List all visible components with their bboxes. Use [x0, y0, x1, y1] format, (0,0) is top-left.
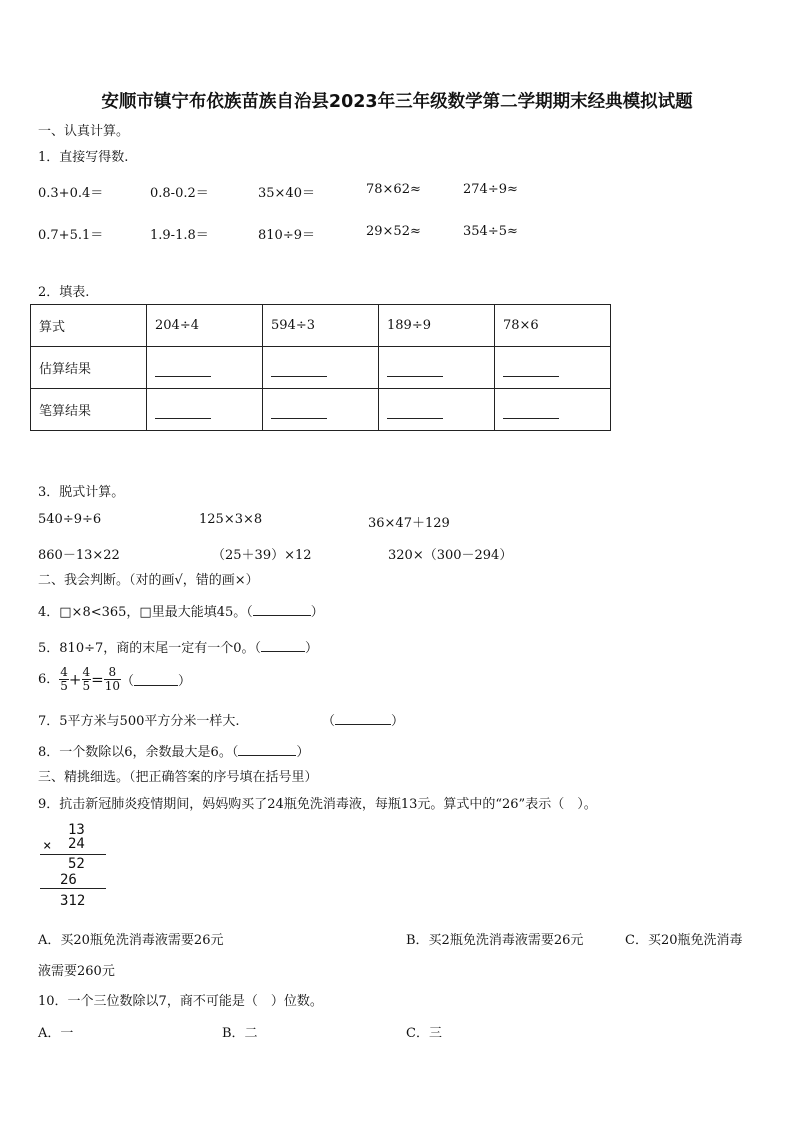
answer-blank[interactable] — [271, 364, 327, 377]
q9-option-c[interactable]: C．买20瓶免洗消毒 — [625, 933, 743, 948]
q3-item: 125×3×8 — [199, 512, 263, 527]
table-header-cell: 189÷9 — [379, 305, 495, 347]
fraction-denominator: 5 — [82, 679, 91, 693]
q4-close: ） — [310, 605, 324, 620]
answer-cell[interactable] — [147, 347, 263, 389]
vertical-partial-2: 26 — [60, 872, 77, 888]
q1-item: 354÷5≈ — [463, 224, 518, 239]
q9-option-a[interactable]: A．买20瓶免洗消毒液需要26元 — [38, 933, 224, 948]
q5-answer-blank[interactable] — [261, 640, 305, 652]
q9-stem: 9．抗击新冠肺炎疫情期间，妈妈购买了24瓶免洗消毒液，每瓶13元。算式中的“26”表示（ ）。 — [38, 797, 597, 812]
fraction-denominator: 10 — [104, 679, 120, 693]
q6-close: ） — [178, 674, 192, 689]
fraction-numerator: 4 — [82, 665, 91, 679]
answer-blank[interactable] — [155, 406, 211, 419]
q1-item: 78×62≈ — [366, 182, 421, 197]
q3-item: 320×（300－294） — [388, 548, 513, 563]
q10-option-c[interactable]: C．三 — [406, 1026, 442, 1041]
vertical-line — [40, 854, 106, 855]
answer-blank[interactable] — [503, 364, 559, 377]
q6-text — [38, 666, 191, 693]
q1-label: 1．直接写得数. — [38, 150, 129, 165]
q7-answer-blank[interactable] — [335, 713, 391, 725]
fraction — [82, 666, 92, 693]
q7-stem: 7．5平方米与500平方分米一样大. — [38, 714, 240, 729]
fraction-numerator: 8 — [104, 666, 121, 680]
q3-item: （25＋39）×12 — [212, 548, 312, 563]
answer-cell[interactable] — [379, 347, 495, 389]
vertical-line — [40, 888, 106, 889]
q3-item: 540÷9÷6 — [38, 512, 102, 527]
q10-option-b[interactable]: B．二 — [222, 1026, 258, 1041]
vertical-result: 312 — [60, 893, 86, 909]
page-title: 安顺市镇宁布依族苗族自治县2023年三年级数学第二学期期末经典模拟试题 — [101, 92, 693, 112]
q8-stem: 8．一个数除以6，余数最大是6。（ — [38, 745, 239, 760]
q1-item: 35×40＝ — [258, 186, 315, 201]
row-label: 笔算结果 — [31, 389, 147, 431]
fraction-denominator: 5 — [60, 679, 68, 693]
q7-close: ） — [391, 714, 405, 729]
answer-cell[interactable] — [263, 389, 379, 431]
q7-answer — [322, 710, 404, 729]
table-row — [31, 389, 611, 431]
fraction — [59, 666, 69, 693]
q10-stem: 10．一个三位数除以7，商不可能是（ ）位数。 — [38, 994, 323, 1009]
fill-table — [30, 304, 611, 431]
q4-text — [38, 601, 324, 620]
answer-blank[interactable] — [387, 406, 443, 419]
q4-answer-blank[interactable] — [253, 604, 311, 616]
q1-item: 1.9-1.8＝ — [150, 228, 209, 243]
q6-open: （ — [121, 674, 135, 689]
q1-item: 0.8-0.2＝ — [150, 186, 209, 201]
plus-sign: + — [68, 670, 82, 689]
q1-item: 810÷9＝ — [258, 228, 315, 243]
q6-label: 6． — [38, 672, 60, 687]
table-header-row — [31, 305, 611, 347]
vertical-partial-1: 52 — [68, 856, 85, 872]
times-sign: × — [43, 838, 52, 854]
answer-blank[interactable] — [155, 364, 211, 377]
q7-open: （ — [322, 714, 336, 729]
answer-cell[interactable] — [147, 389, 263, 431]
q1-item: 0.3+0.4＝ — [38, 186, 104, 201]
section-1-heading: 一、认真计算。 — [38, 124, 130, 139]
fraction-numerator: 4 — [60, 665, 68, 679]
row-label: 估算结果 — [31, 347, 147, 389]
table-header-cell: 594÷3 — [263, 305, 379, 347]
table-header-cell: 算式 — [31, 305, 147, 347]
q10-option-a[interactable]: A．一 — [38, 1026, 74, 1041]
answer-cell[interactable] — [495, 389, 611, 431]
answer-blank[interactable] — [503, 406, 559, 419]
q4-stem: 4．□×8<365，□里最大能填45。（ — [38, 605, 253, 620]
answer-cell[interactable] — [379, 389, 495, 431]
q5-text — [38, 637, 318, 656]
fraction — [104, 666, 121, 693]
q9-option-c-continued[interactable]: 液需要260元 — [38, 964, 115, 979]
q3-item: 36×47＋129 — [368, 516, 450, 531]
table-header-cell: 78×6 — [495, 305, 611, 347]
answer-cell[interactable] — [495, 347, 611, 389]
q1-item: 0.7+5.1＝ — [38, 228, 104, 243]
equals-sign: = — [91, 670, 104, 689]
q8-answer-blank[interactable] — [238, 744, 296, 756]
q3-item: 860－13×22 — [38, 548, 120, 563]
answer-blank[interactable] — [271, 406, 327, 419]
answer-blank[interactable] — [387, 364, 443, 377]
q6-answer-blank[interactable] — [134, 674, 178, 686]
q3-label: 3．脱式计算。 — [38, 485, 125, 500]
q5-stem: 5．810÷7，商的末尾一定有一个0。（ — [38, 641, 262, 656]
q9-option-b[interactable]: B．买2瓶免洗消毒液需要26元 — [406, 933, 584, 948]
section-2-heading: 二、我会判断。（对的画√，错的画×） — [38, 573, 259, 588]
q1-item: 274÷9≈ — [463, 182, 518, 197]
vertical-top: 13 — [68, 822, 85, 838]
q5-close: ） — [305, 641, 319, 656]
section-3-heading: 三、精挑细选。（把正确答案的序号填在括号里） — [38, 770, 318, 785]
q8-close: ） — [296, 745, 310, 760]
table-header-cell: 204÷4 — [147, 305, 263, 347]
q2-label: 2．填表. — [38, 285, 90, 300]
answer-cell[interactable] — [263, 347, 379, 389]
q8-text — [38, 741, 309, 760]
q1-item: 29×52≈ — [366, 224, 421, 239]
table-row — [31, 347, 611, 389]
vertical-multiplier: 24 — [68, 836, 85, 852]
